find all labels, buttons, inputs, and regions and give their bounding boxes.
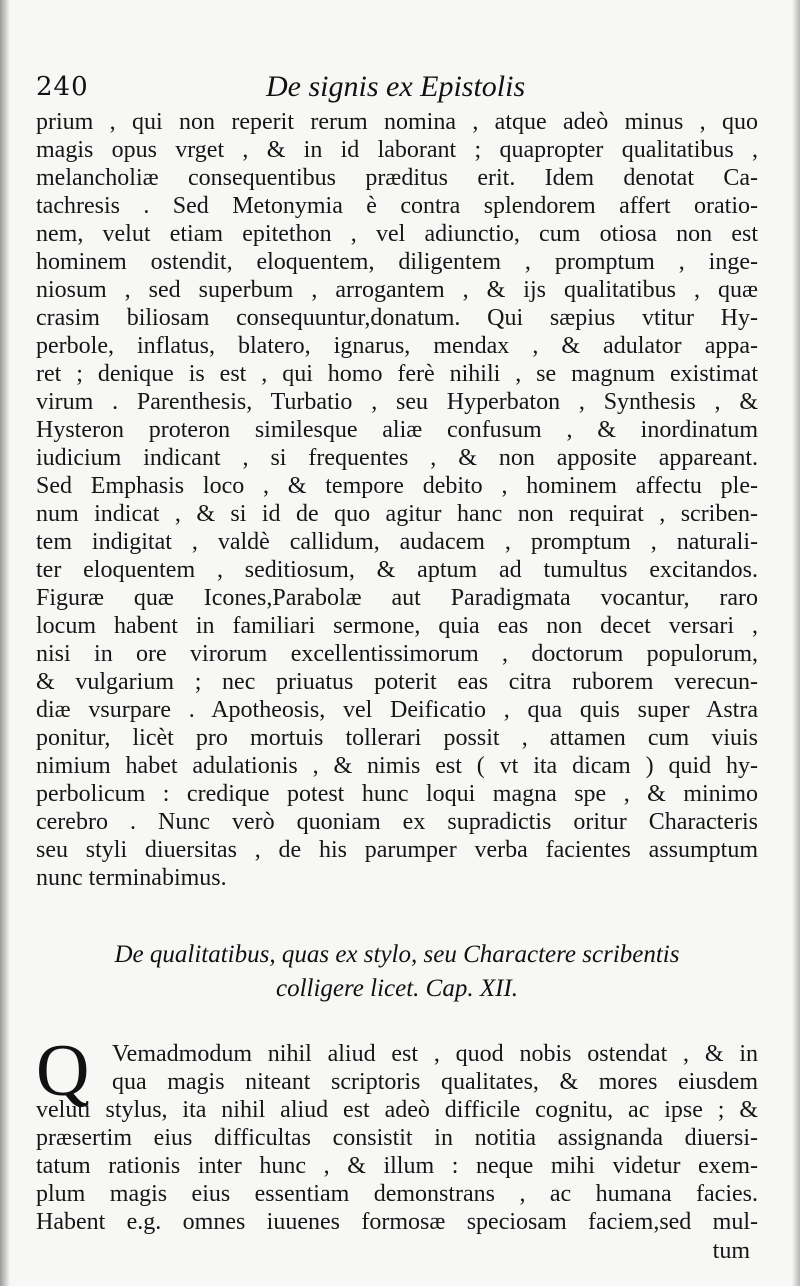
text-line: perbolicum : credique potest hunc loqui magna spe , & minimo [36,781,758,807]
text-line: plum magis eius essentiam demonstrans , ac humana facies. [36,1181,758,1207]
text-line: num indicat , & si id de quo agitur hanc non requirat , scriben- [36,501,758,527]
text-line: perbole, inflatus, blatero, ignarus, mendax , & adulator appa- [36,333,758,359]
text-line: virum . Parenthesis, Turbatio , seu Hyperbaton , Synthesis , & [36,389,758,415]
text-line: locum habent in familiari sermone, quia eas non decet versari , [36,613,758,639]
text-line: veluti stylus, ita nihil aliud est adeò difficile cognitu, ac ipse ; & [36,1097,758,1123]
text-line: ret ; denique is est , qui homo ferè nihili , se magnum existimat [36,361,758,387]
text-line: nunc terminabimus. [36,865,227,891]
text-line: seu styli diuersitas , de his parumper verba facientes assumptum [36,837,758,863]
text-line: Hysteron proteron similesque aliæ confusum , & inordinatum [36,417,758,443]
text-line: diæ vsurpare . Apotheosis, vel Deificatio , qua quis super Astra [36,697,758,723]
text-line: tachresis . Sed Metonymia è contra splendorem affert oratio- [36,193,758,219]
page-number: 240 [36,72,89,102]
text-line: crasim biliosam consequuntur,donatum. Qui sæpius vtitur Hy- [36,305,758,331]
text-line: nisi in ore virorum excellentissimorum , doctorum populorum, [36,641,758,667]
page-header [36,70,756,110]
page-edge-shadow [792,0,800,1286]
chapter-heading [36,938,758,1006]
text-line: tatum rationis inter hunc , & illum : neque mihi videtur exem- [36,1153,758,1179]
text-line: hominem ostendit, eloquentem, diligentem , promptum , inge- [36,249,758,275]
chapter-heading-line-2: colligere licet. Cap. XII. [275,975,519,1002]
text-line: nem, velut etiam epitethon , vel adiunctio, cum otiosa non est [36,221,758,247]
text-line: iudicium indicant , si frequentes , & non apposite appareant. [36,445,758,471]
text-line: Figuræ quæ Icones,Parabolæ aut Paradigmata vocantur, raro [36,585,758,611]
text-line: ponitur, licèt pro mortuis tollerari possit , attamen cum viuis [36,725,758,751]
text-line: Sed Emphasis loco , & tempore debito , hominem affectu ple- [36,473,758,499]
drop-cap: Q [36,1030,90,1112]
text-line: Vemadmodum nihil aliud est , quod nobis ostendat , & in [112,1041,758,1067]
page-gutter-shadow [0,0,10,1286]
text-line: cerebro . Nunc verò quoniam ex supradictis oritur Characteris [36,809,758,835]
text-line: melancholiæ consequentibus præditus erit. Idem denotat Ca- [36,165,758,191]
catchword: tum [712,1238,750,1264]
running-title: De signis ex Epistolis [266,70,526,103]
text-line: nimium habet adulationis , & nimis est ( vt ita dicam ) quid hy- [36,753,758,779]
text-line: qua magis niteant scriptoris qualitates, & mores eiusdem [112,1069,758,1095]
text-line: niosum , sed superbum , arrogantem , & ijs qualitatibus , quæ [36,277,758,303]
body-text [36,108,758,892]
text-line: & vulgarium ; nec priuatus poterit eas citra ruborem verecun- [36,669,758,695]
text-line: præsertim eius difficultas consistit in notitia assignanda diuersi- [36,1125,758,1151]
chapter-body-text [36,1030,758,1236]
text-line: prium , qui non reperit rerum nomina , atque adeò minus , quo [36,109,758,135]
text-line: magis opus vrget , & in id laborant ; quapropter qualitatibus , [36,137,758,163]
text-line: ter eloquentem , seditiosum, & aptum ad tumultus excitandos. [36,557,758,583]
text-line: Habent e.g. omnes iuuenes formosæ speciosam faciem,sed mul- [36,1209,758,1235]
text-line: tem indigitat , valdè callidum, audacem , promptum , naturali- [36,529,758,555]
chapter-heading-line-1: De qualitatibus, quas ex stylo, seu Charactere scribentis [114,941,680,968]
